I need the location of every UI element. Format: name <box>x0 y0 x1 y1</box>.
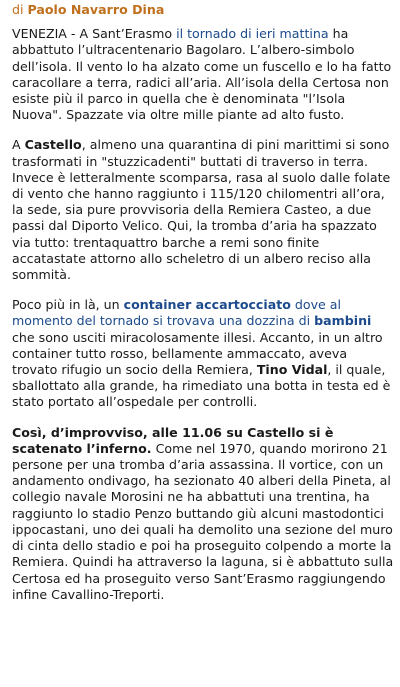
article-paragraph <box>12 26 394 123</box>
byline <box>12 2 394 18</box>
highlighted-text: dove al momento del tornado si trovava una dozzina di <box>12 297 342 329</box>
highlighted-bold-text: container accartocciato <box>123 297 291 313</box>
text-segment: A <box>12 137 25 153</box>
text-segment: VENEZIA - A Sant’Erasmo <box>12 26 177 42</box>
bold-text: Tino Vidal <box>256 362 328 378</box>
highlighted-text: il tornado di ieri mattina <box>176 26 329 42</box>
text-segment: che sono usciti miracolosamente illesi. Accanto, in un altro container tutto rosso, bellamente ammaccato, aveva trovato rifugio un socio della Remiera, <box>12 329 383 378</box>
highlighted-bold-text: bambini <box>314 313 372 329</box>
byline-author: Paolo Navarro Dina <box>27 2 165 17</box>
text-segment: Poco più in là, un <box>12 297 124 313</box>
text-segment: ha abbattuto l’ultracentenario Bagolaro. L’albero-simbolo dell’isola. Il vento lo ha alzato come un fuscello e lo ha fatto caracollare a terra, radici all’aria. All’isola della Certosa non esiste più il parco in quella che è denominata "l’Isola Nuova". Spazzate via oltre mille piante ad alto fusto. <box>12 26 392 123</box>
byline-prefix: di <box>12 2 28 17</box>
article-paragraph <box>12 297 394 410</box>
article-paragraph <box>12 137 394 283</box>
bold-text: Castello <box>24 137 82 153</box>
bold-text: Così, d’improvviso, alle 11.06 su Castello si è scatenato l’inferno. <box>12 424 334 456</box>
text-segment: Come nel 1970, quando morirono 21 persone per una tromba d’aria assassina. Il vortice, con un andamento ondivago, ha sezionato 40 alberi della Pineta, al collegio navale Morosini ne ha abbattuti una trentina, ha raggiunto lo stadio Penzo buttando giù alcuni mastodontici ippocastani, uno dei quali ha demolito una sezione del muro di cinta dello stadio e poi ha proseguito colpendo a morte la Remiera. Quindi ha attraverso la laguna, si è abbattuto sulla Certosa ed ha proseguito verso Sant’Erasmo raggiungendo infine Cavallino-Treporti. <box>12 440 394 602</box>
text-segment: , il quale, sballottato alla grande, ha rimediato una botta in testa ed è stato portato all’ospedale per controlli. <box>12 362 391 410</box>
article-paragraph <box>12 425 394 603</box>
text-segment: , almeno una quarantina di pini marittimi si sono trasformati in "stuzzicadenti" buttati di traverso in terra. Invece è letteralmente scomparsa, rasa al suolo dalle folate di vento che hanno raggiunto i 115/120 chilomentri all’ora, la sede, sia pure provvisoria della Remiera Casteo, a due passi dal Diporto Velico. Qui, la tromba d’aria ha spazzato via tutto: trentaquattro barche a remi sono finite accatastate attorno allo scheletro di un albero reciso alla sommità. <box>12 137 391 283</box>
